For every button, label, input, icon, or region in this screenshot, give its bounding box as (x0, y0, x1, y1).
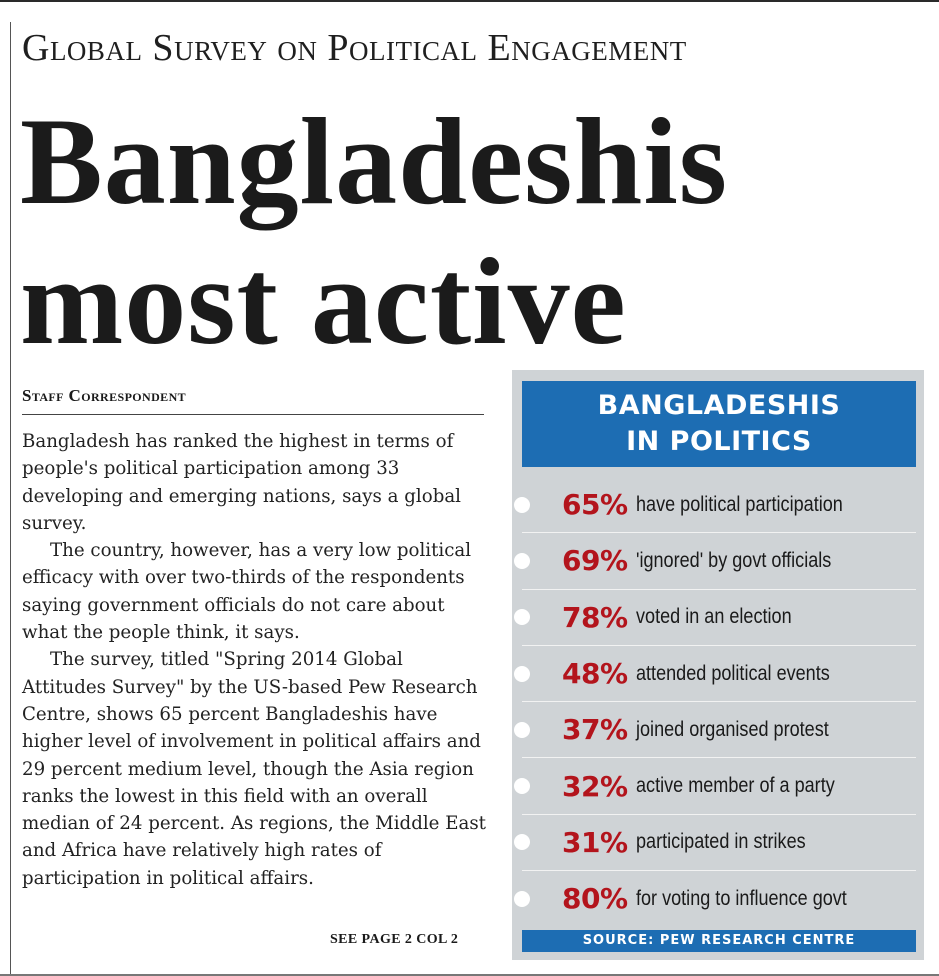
stat-percent: 37% (562, 713, 628, 747)
stat-label: joined organised protest (635, 717, 829, 741)
stat-percent: 48% (562, 657, 628, 691)
stat-label: voted in an election (635, 605, 792, 629)
headline-line-2: most active (20, 233, 627, 370)
infobox-title-line-2: IN POLITICS (626, 426, 812, 457)
stat-label: active member of a party (635, 774, 835, 798)
page-top-rule (0, 0, 939, 2)
stat-row (522, 871, 916, 926)
infobox-stat-list (522, 477, 916, 926)
column-rule (10, 22, 11, 974)
stat-percent: 69% (562, 544, 628, 578)
stat-row (522, 477, 916, 533)
source-credit: SOURCE: PEW RESEARCH CENTRE (522, 930, 916, 952)
notch-bullet-icon (514, 722, 530, 738)
continuation-note: SEE PAGE 2 COL 2 (330, 932, 459, 947)
stat-row (522, 702, 916, 758)
byline: Staff Correspondent (22, 386, 484, 415)
kicker-heading: Global Survey on Political Engagement (22, 27, 687, 69)
headline (20, 92, 920, 372)
paragraph: Bangladesh has ranked the highest in terms of people's political participation among 33 developing and emerging nations, says a global survey. (22, 431, 461, 534)
stat-percent: 78% (562, 600, 628, 634)
stat-row (522, 590, 916, 646)
infobox-title (522, 381, 916, 467)
stat-row (522, 815, 916, 871)
notch-bullet-icon (514, 553, 530, 569)
stat-label: for voting to influence govt (635, 886, 847, 910)
stat-row (522, 758, 916, 814)
stat-label: 'ignored' by govt officials (635, 548, 831, 572)
stat-row (522, 646, 916, 702)
stat-label: participated in strikes (635, 830, 806, 854)
stat-label: have political participation (635, 492, 843, 516)
stat-label: attended political events (635, 661, 830, 685)
stat-percent: 32% (562, 769, 628, 803)
notch-bullet-icon (514, 666, 530, 682)
notch-bullet-icon (514, 834, 530, 850)
paragraph: The country, however, has a very low political efficacy with over two-thirds of the respondents saying government officials do not care about what the people think, it says. (22, 540, 472, 644)
stat-percent: 65% (562, 488, 628, 522)
article-body (22, 428, 488, 892)
stat-row (522, 533, 916, 589)
notch-bullet-icon (514, 497, 530, 513)
stat-percent: 80% (562, 882, 628, 916)
notch-bullet-icon (514, 891, 530, 907)
paragraph: The survey, titled "Spring 2014 Global Attitudes Survey" by the US-based Pew Research Centre, shows 65 percent Bangladeshis have higher level of involvement in political affairs and 29 percent medium level, though the Asia region ranks the lowest in this field with an overall median of 24 percent. As regions, the Middle East and Africa have relatively high rates of participation in political affairs. (22, 649, 486, 889)
headline-line-1: Bangladeshis (20, 93, 729, 230)
notch-bullet-icon (514, 778, 530, 794)
stat-percent: 31% (562, 825, 628, 859)
infobox-title-line-1: BANGLADESHIS (597, 390, 841, 421)
notch-bullet-icon (514, 609, 530, 625)
